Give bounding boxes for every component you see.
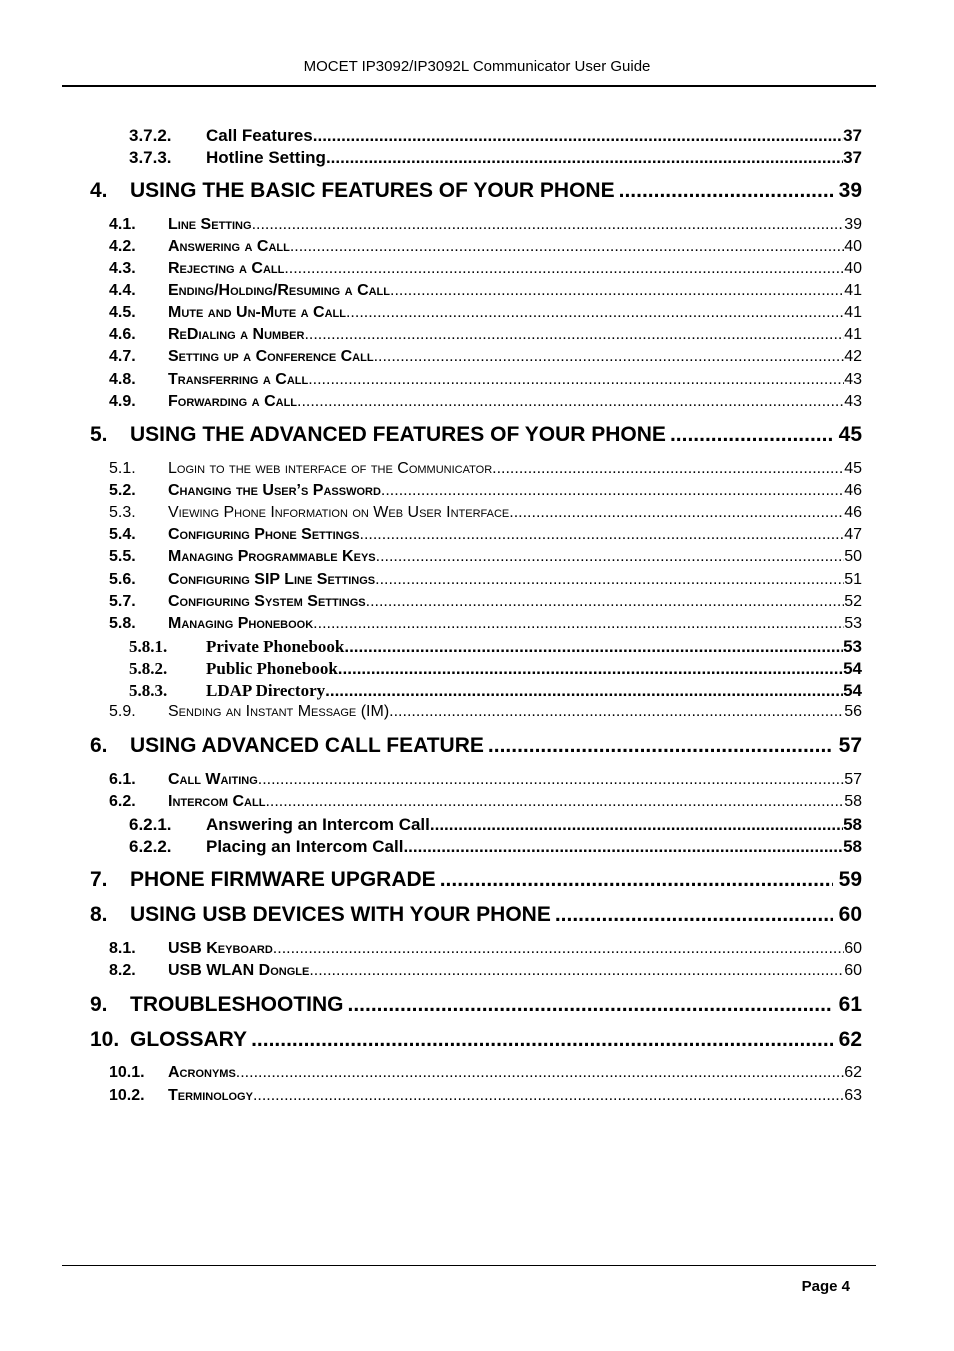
toc-entry[interactable] [90,177,862,205]
toc-entry-title: Answering an Intercom Call [206,815,430,834]
toc-dot-leader [389,702,844,722]
toc-dot-leader [670,421,833,449]
toc-entry[interactable] [129,836,862,858]
toc-dot-leader [313,125,843,147]
toc-entry-number: 10.2. [109,1087,145,1104]
toc-entry-number: 4.9. [109,393,136,410]
toc-entry-number: 4.7. [109,348,136,365]
toc-entry-number: 9. [90,993,108,1016]
toc-dot-leader [555,901,833,929]
toc-entry-page: 51 [844,571,862,588]
toc-entry[interactable] [90,901,862,929]
toc-entry-page: 37 [843,148,862,167]
toc-entry-title: Forwarding a Call [168,393,298,410]
toc-entry-page: 58 [843,837,862,856]
toc-entry-page: 40 [844,260,862,277]
toc-entry-page: 37 [843,126,862,145]
toc-dot-leader [360,525,845,545]
toc-entry[interactable] [109,792,862,812]
toc-entry-page: 61 [838,993,862,1016]
toc-entry-number: 5.8.1. [129,637,168,656]
toc-dot-leader [273,939,844,959]
toc-dot-leader [313,614,844,634]
toc-dot-leader [308,370,844,390]
toc-entry-title: USING USB DEVICES WITH YOUR PHONE [130,903,551,926]
toc-entry-page: 60 [838,903,862,926]
toc-dot-leader [376,547,845,567]
toc-entry-title: Hotline Setting [206,148,326,167]
toc-entry-number: 8.2. [109,962,136,979]
toc-entry-title: Answering a Call [168,238,290,255]
toc-entry[interactable] [109,961,862,981]
toc-entry-title: Call Waiting [168,771,258,788]
toc-dot-leader [290,237,844,257]
toc-entry-page: 41 [844,304,862,321]
toc-entry[interactable] [90,991,862,1019]
toc-entry-title: Private Phonebook [206,637,345,656]
toc-entry-title: TROUBLESHOOTING [130,993,344,1016]
toc-entry-number: 5.1. [109,460,136,477]
toc-entry-number: 3.7.3. [129,148,172,167]
toc-entry-number: 5.6. [109,571,136,588]
toc-entry-number: 6. [90,734,108,757]
toc-entry[interactable] [109,525,862,545]
toc-entry-number: 5.7. [109,593,136,610]
toc-dot-leader [509,503,844,523]
toc-entry[interactable] [109,370,862,390]
toc-dot-leader [344,636,843,658]
toc-entry[interactable] [109,614,862,634]
toc-entry[interactable] [109,259,862,279]
toc-dot-leader [374,347,845,367]
toc-dot-leader [297,392,844,412]
toc-entry-number: 5.5. [109,548,136,565]
toc-entry-number: 3.7.2. [129,126,172,145]
toc-dot-leader [488,732,833,760]
toc-entry-title: Viewing Phone Information on Web User Interface [168,504,510,521]
toc-entry[interactable] [109,547,862,567]
page-number: Page 4 [801,1278,850,1295]
toc-entry[interactable] [109,481,862,501]
toc-entry-title: USING ADVANCED CALL FEATURE [130,734,484,757]
toc-entry-page: 46 [844,504,862,521]
toc-entry-number: 7. [90,868,108,891]
toc-entry-number: 8. [90,903,108,926]
toc-entry-title: Sending an Instant Message (IM) [168,703,390,720]
toc-entry-title: Terminology [168,1087,253,1104]
toc-dot-leader [265,792,844,812]
toc-entry-page: 58 [843,815,862,834]
toc-dot-leader [348,991,833,1019]
toc-entry-page: 39 [844,216,862,233]
toc-entry-title: Intercom Call [168,793,266,810]
toc-entry-page: 40 [844,238,862,255]
toc-entry-title: Placing an Intercom Call [206,837,404,856]
toc-entry-number: 5. [90,423,108,446]
toc-entry-page: 59 [838,868,862,891]
toc-entry[interactable] [109,325,862,345]
toc-entry[interactable] [109,237,862,257]
toc-entry-page: 53 [844,615,862,632]
toc-dot-leader [492,459,844,479]
toc-entry-title: Configuring Phone Settings [168,526,360,543]
toc-entry-number: 6.2. [109,793,136,810]
toc-entry-page: 54 [843,659,862,678]
toc-entry[interactable] [129,636,862,658]
toc-entry-page: 62 [838,1028,862,1051]
toc-entry[interactable] [109,281,862,301]
toc-entry-title: Login to the web interface of the Communicator [168,460,493,477]
toc-entry[interactable] [129,814,862,836]
toc-entry-number: 6.2.2. [129,837,172,856]
toc-entry[interactable] [109,1086,862,1106]
toc-entry-page: 47 [844,526,862,543]
toc-dot-leader [338,658,843,680]
toc-dot-leader [304,325,844,345]
toc-entry-number: 5.9. [109,703,136,720]
toc-dot-leader [309,961,844,981]
toc-entry[interactable] [109,592,862,612]
toc-entry-page: 60 [844,962,862,979]
toc-entry[interactable] [90,732,862,760]
toc-entry-number: 10. [90,1028,120,1051]
toc-entry-number: 4.2. [109,238,136,255]
toc-entry-title: Line Setting [168,216,252,233]
toc-entry-number: 5.4. [109,526,136,543]
toc-dot-leader [403,836,843,858]
toc-entry-page: 43 [844,393,862,410]
toc-entry-number: 10.1. [109,1064,145,1081]
toc-entry[interactable] [109,215,862,235]
toc-dot-leader [430,814,843,836]
toc-entry[interactable] [90,1026,862,1054]
toc-entry-number: 8.1. [109,940,136,957]
toc-entry-title: Managing Phonebook [168,615,314,632]
toc-dot-leader [326,147,843,169]
toc-entry-title: USB WLAN Dongle [168,962,310,979]
toc-entry[interactable] [90,866,862,894]
toc-entry-title: USING THE BASIC FEATURES OF YOUR PHONE [130,179,615,202]
toc-dot-leader [375,570,844,590]
toc-entry-number: 5.2. [109,482,136,499]
toc-entry-page: 63 [844,1087,862,1104]
toc-entry[interactable] [109,347,862,367]
toc-entry[interactable] [109,459,862,479]
toc-entry-page: 53 [843,637,862,656]
toc-entry-page: 58 [844,793,862,810]
toc-entry[interactable] [109,570,862,590]
toc-entry-number: 4.8. [109,371,136,388]
toc-dot-leader [236,1063,844,1083]
toc-entry-number: 5.3. [109,504,136,521]
toc-entry[interactable] [109,392,862,412]
toc-entry-page: 54 [843,681,862,700]
toc-entry-page: 60 [844,940,862,957]
toc-entry-page: 62 [844,1064,862,1081]
toc-entry-title: Transferring a Call [168,371,309,388]
toc-entry-page: 42 [844,348,862,365]
toc-entry-page: 41 [844,326,862,343]
toc-entry-number: 4.6. [109,326,136,343]
toc-entry-title: Mute and Un-Mute a Call [168,304,346,321]
toc-dot-leader [440,866,833,894]
toc-entry-page: 57 [844,771,862,788]
toc-entry-title: PHONE FIRMWARE UPGRADE [130,868,436,891]
toc-entry-number: 6.2.1. [129,815,172,834]
toc-entry-title: Setting up a Conference Call [168,348,374,365]
toc-entry-page: 57 [838,734,862,757]
toc-entry-number: 5.8. [109,615,136,632]
toc-dot-leader [284,259,844,279]
toc-entry-page: 52 [844,593,862,610]
toc-entry-number: 4.3. [109,260,136,277]
toc-entry-page: 46 [844,482,862,499]
toc-dot-leader [619,177,833,205]
toc-entry-page: 45 [838,423,862,446]
toc-entry-number: 4. [90,179,108,202]
toc-entry[interactable] [109,1063,862,1083]
toc-entry-title: Acronyms [168,1064,236,1081]
toc-dot-leader [366,592,845,612]
toc-entry-number: 5.8.2. [129,659,168,678]
toc-entry-title: Rejecting a Call [168,260,285,277]
toc-entry[interactable] [90,421,862,449]
toc-entry-page: 56 [844,703,862,720]
toc-dot-leader [346,303,844,323]
page-header-title: MOCET IP3092/IP3092L Communicator User Guide [303,58,651,75]
toc-dot-leader [381,481,844,501]
toc-entry[interactable] [129,680,862,702]
toc-entry[interactable] [129,125,862,147]
toc-entry-title: Managing Programmable Keys [168,548,376,565]
toc-entry-number: 4.4. [109,282,136,299]
toc-entry-title: Configuring System Settings [168,593,366,610]
toc-entry[interactable] [129,658,862,680]
toc-entry-title: Ending/Holding/Resuming a Call [168,282,390,299]
toc-entry-page: 39 [838,179,862,202]
toc-entry-title: ReDialing a Number [168,326,305,343]
toc-dot-leader [252,215,845,235]
toc-entry-title: Configuring SIP Line Settings [168,571,376,588]
toc-entry[interactable] [109,503,862,523]
toc-entry-title: USB Keyboard [168,940,273,957]
toc-entry-title: GLOSSARY [130,1028,248,1051]
toc-entry[interactable] [109,939,862,959]
toc-entry-number: 4.1. [109,216,136,233]
toc-entry-page: 41 [844,282,862,299]
toc-entry-title: USING THE ADVANCED FEATURES OF YOUR PHONE [130,423,666,446]
toc-entry-page: 43 [844,371,862,388]
toc-entry[interactable] [129,147,862,169]
toc-entry[interactable] [109,303,862,323]
toc-entry-title: Call Features [206,126,313,145]
footer-divider [62,1265,876,1266]
toc-entry-page: 45 [844,460,862,477]
toc-dot-leader [258,770,844,790]
toc-entry-title: LDAP Directory [206,681,326,700]
toc-entry[interactable] [109,702,862,722]
toc-entry-title: Public Phonebook [206,659,338,678]
toc-entry-page: 50 [844,548,862,565]
toc-entry-number: 4.5. [109,304,136,321]
toc-dot-leader [325,680,843,702]
toc-entry-title: Changing the User’s Password [168,482,381,499]
toc-dot-leader [253,1086,844,1106]
toc-entry[interactable] [109,770,862,790]
toc-entry-number: 6.1. [109,771,136,788]
toc-dot-leader [251,1026,833,1054]
toc-entry-number: 5.8.3. [129,681,168,700]
toc-dot-leader [390,281,844,301]
